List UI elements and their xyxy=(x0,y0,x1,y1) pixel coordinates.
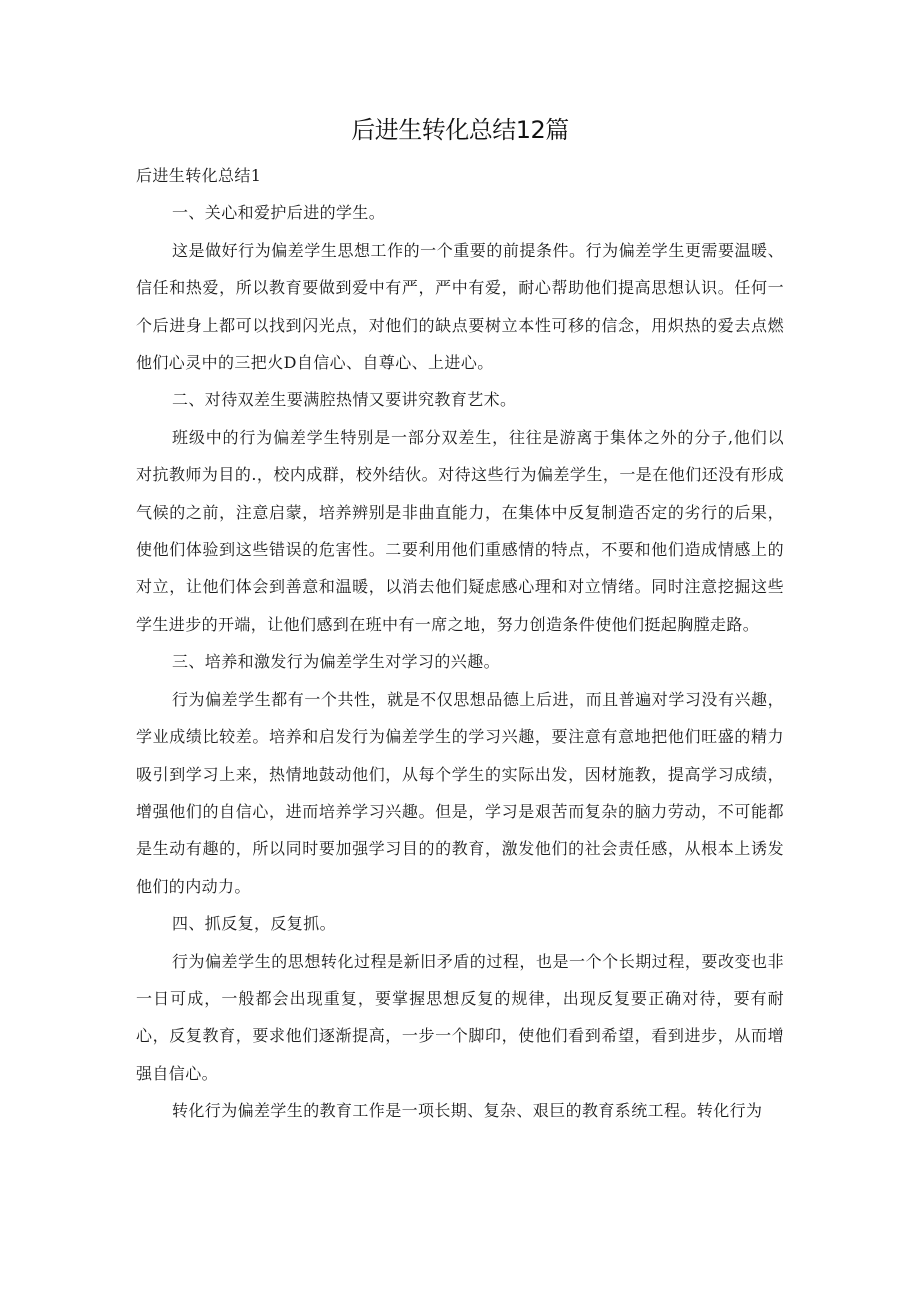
section-title: 后进生转化总结1 xyxy=(136,166,262,185)
heading-3: 三、培养和激发行为偏差学生对学习的兴趣。 xyxy=(172,652,501,672)
document-title: 后进生转化总结12篇 xyxy=(351,116,569,144)
paragraph-2: 班级中的行为偏差学生特别是一部分双差生，往往是游离于集体之外的分子,他们以对抗教师为目的.，校内成群，校外结伙。对待这些行为偏差学生，一是在他们还没有形成气候的之前，注意启蒙，培养辨别是非曲直能力，在集体中反复制造否定的劣行的后果，使他们体验到这些错误的危害性。二要利用他们重感情的特点，不要和他们造成情感上的对立，让他们体会到善意和温暖，以消去他们疑虑感心理和对立情绪。同时注意挖掘这些学生进步的开端，让他们感到在班中有一席之地，努力创造条件使他们挺起胸膛走路。 xyxy=(136,427,784,634)
paragraph-3: 行为偏差学生都有一个共性，就是不仅思想品德上后进，而且普遍对学习没有兴趣，学业成绩比较差。培养和启发行为偏差学生的学习兴趣，要注意有意地把他们旺盛的精力吸引到学习上来，热情地鼓动他们，从每个学生的实际出发，因材施教，提高学习成绩，增强他们的自信心，进而培养学习兴趣。但是，学习是艰苦而复杂的脑力劳动，不可能都是生动有趣的，所以同时要加强学习目的的教育，激发他们的社会责任感，从根本上诱发他们的内动力。 xyxy=(136,689,784,896)
heading-2: 二、对待双差生要满腔热情又要讲究教育艺术。 xyxy=(172,390,517,410)
heading-1: 一、关心和爱护后进的学生。 xyxy=(172,203,386,223)
document-body xyxy=(136,157,784,1130)
paragraph-1: 这是做好行为偏差学生思想工作的一个重要的前提条件。行为偏差学生更需要温暖、信任和热爱，所以教育要做到爱中有严，严中有爱，耐心帮助他们提高思想认识。任何一个后进身上都可以找到闪光点，对他们的缺点要树立本性可移的信念，用炽热的爱去点燃他们心灵中的三把火D自信心、自尊心、上进心。 xyxy=(136,240,784,373)
paragraph-4: 行为偏差学生的思想转化过程是新旧矛盾的过程，也是一个个长期过程，要改变也非一日可成，一般都会出现重复，要掌握思想反复的规律，出现反复要正确对待，要有耐心，反复教育，要求他们逐渐提高，一步一个脚印，使他们看到希望，看到进步，从而增强自信心。 xyxy=(136,951,784,1083)
paragraph-5: 转化行为偏差学生的教育工作是一项长期、复杂、艰巨的教育系统工程。转化行为 xyxy=(172,1101,763,1121)
heading-4: 四、抓反复，反复抓。 xyxy=(172,914,337,934)
